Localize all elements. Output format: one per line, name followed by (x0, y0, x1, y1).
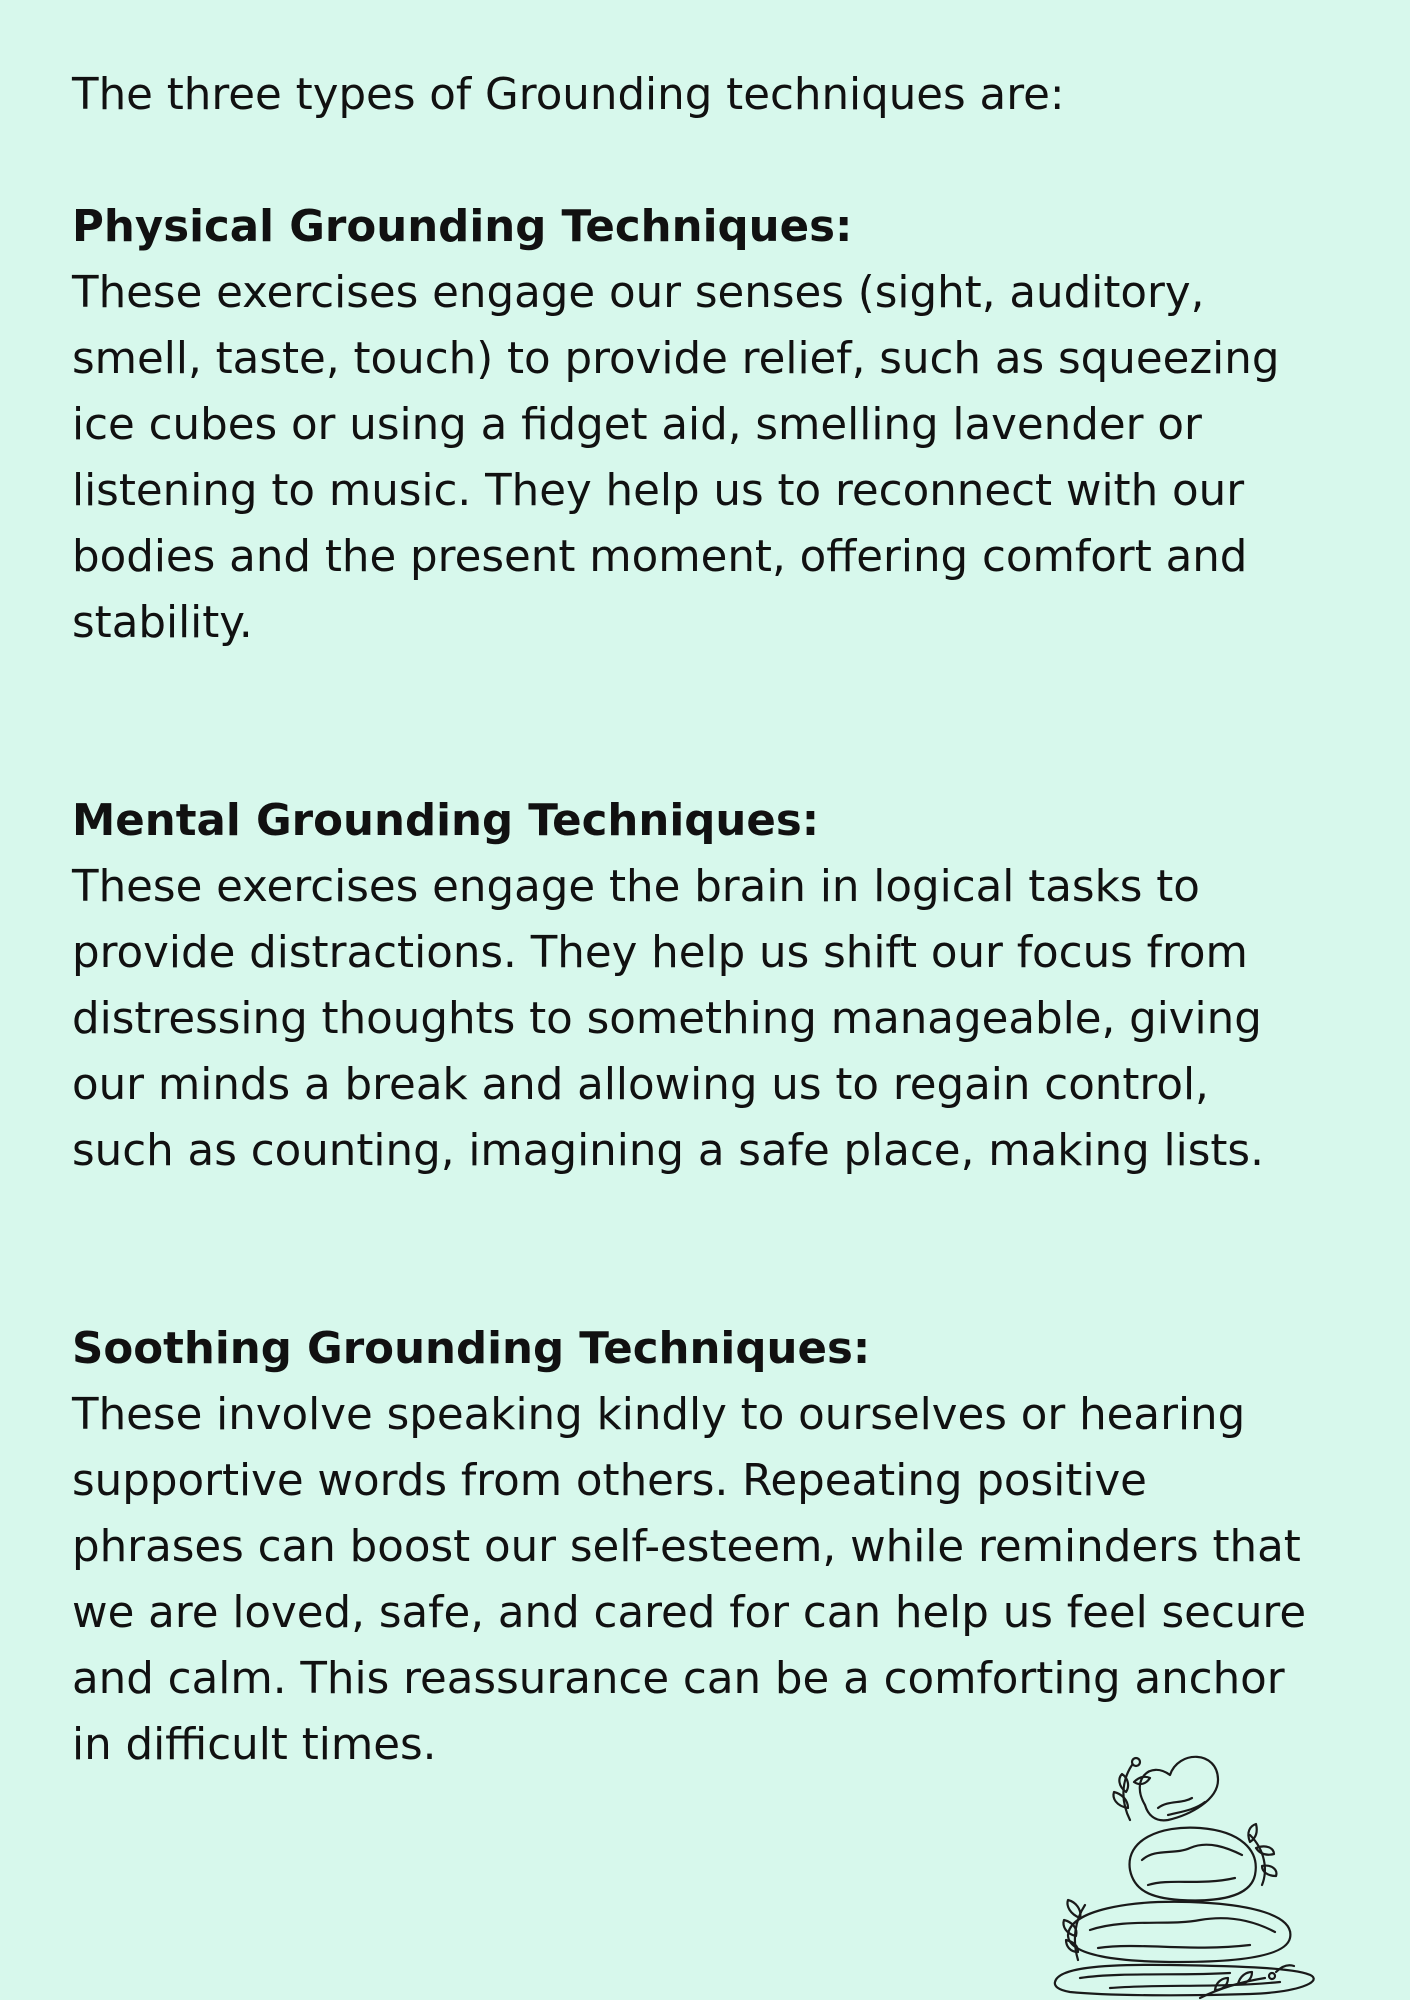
body-line: supportive words from others. Repeating positive (72, 1456, 1147, 1506)
intro-text: The three types of Grounding techniques are: (72, 70, 1065, 120)
section-soothing (72, 1316, 1362, 1778)
section-heading: Mental Grounding Techniques: (72, 796, 820, 846)
body-line: we are loved, safe, and cared for can help us feel secure (72, 1588, 1307, 1638)
body-line: These exercises engage the brain in logical tasks to (72, 862, 1200, 912)
body-line: such as counting, imagining a safe place, making lists. (72, 1126, 1264, 1176)
body-line: provide distractions. They help us shift our focus from (72, 928, 1248, 978)
body-line: smell, taste, touch) to provide relief, such as squeezing (72, 334, 1280, 384)
body-line: distressing thoughts to something manageable, giving (72, 994, 1262, 1044)
body-line: and calm. This reassurance can be a comforting anchor (72, 1654, 1285, 1704)
stacked-stones-heart-icon (1050, 1720, 1330, 2000)
section-heading: Physical Grounding Techniques: (72, 202, 853, 252)
body-line: listening to music. They help us to reconnect with our (72, 466, 1245, 516)
section-physical (72, 194, 1362, 656)
section-heading: Soothing Grounding Techniques: (72, 1324, 871, 1374)
body-line: stability. (72, 598, 253, 648)
section-mental (72, 788, 1362, 1184)
body-line: our minds a break and allowing us to regain control, (72, 1060, 1209, 1110)
body-line: in difficult times. (72, 1720, 437, 1770)
body-line: phrases can boost our self-esteem, while reminders that (72, 1522, 1301, 1572)
body-line: These exercises engage our senses (sight, auditory, (72, 268, 1205, 318)
body-line: ice cubes or using a fidget aid, smelling lavender or (72, 400, 1202, 450)
document-body (72, 62, 1362, 1778)
body-line: These involve speaking kindly to ourselves or hearing (72, 1390, 1246, 1440)
body-line: bodies and the present moment, offering comfort and (72, 532, 1248, 582)
